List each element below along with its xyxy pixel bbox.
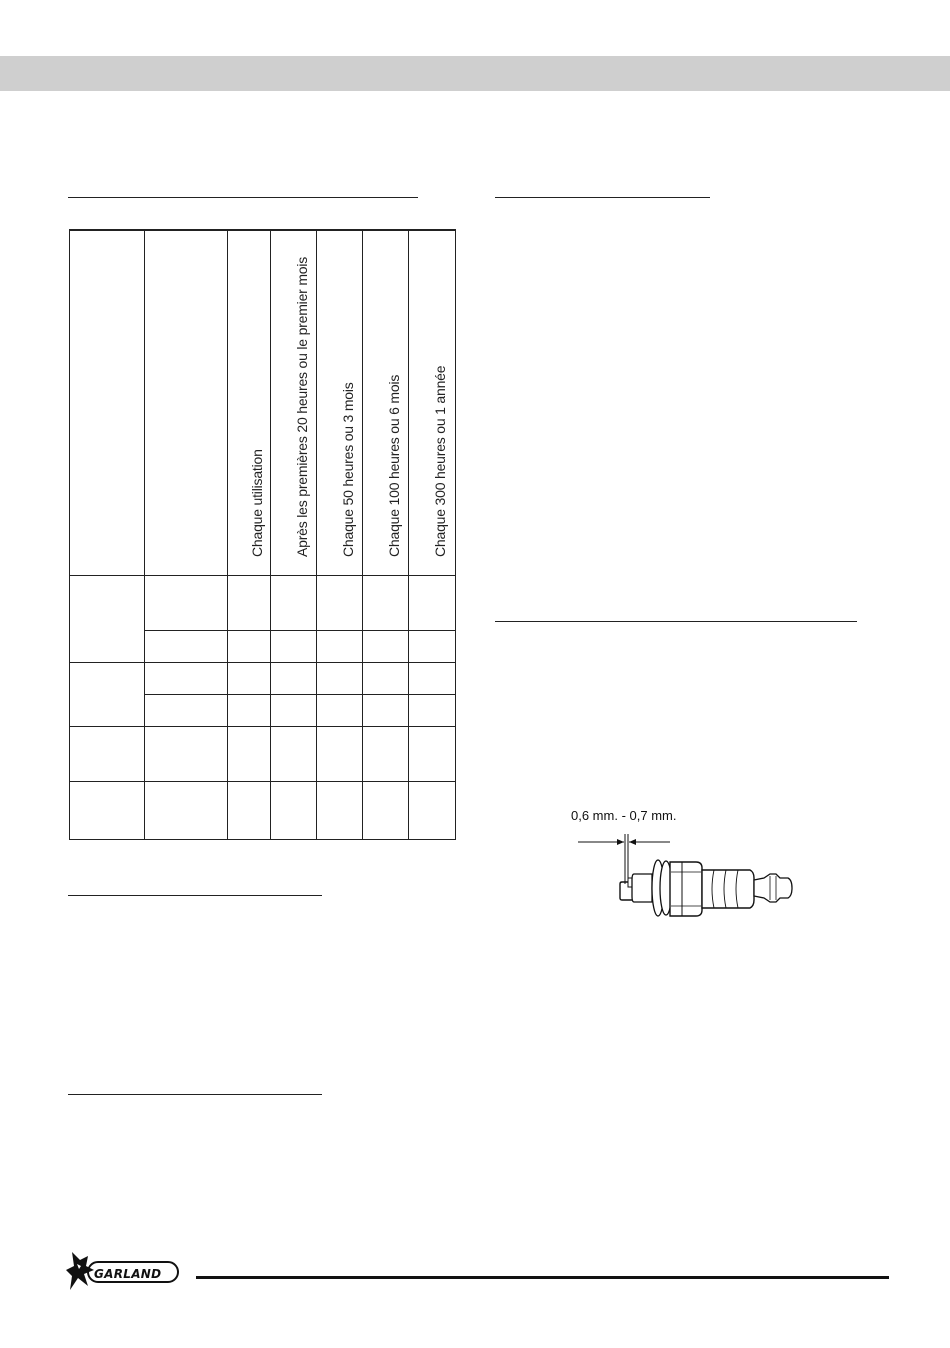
table-cell	[145, 694, 228, 726]
table-cell	[271, 630, 317, 662]
table-cell	[228, 662, 271, 694]
maintenance-schedule-table	[69, 229, 456, 840]
column-header-300h: Chaque 300 heures ou 1 année	[409, 230, 456, 575]
table-cell	[271, 726, 317, 781]
table-cell	[317, 781, 363, 839]
section-rule-left-mid	[68, 895, 322, 896]
table-cell	[228, 781, 271, 839]
table-cell	[271, 694, 317, 726]
table-cell	[70, 662, 145, 726]
table-cell	[317, 662, 363, 694]
table-cell	[363, 694, 409, 726]
table-cell	[409, 630, 456, 662]
table-cell	[228, 575, 271, 630]
column-header-first-20h: Après les premières 20 heures ou le premier mois	[271, 230, 317, 575]
table-cell	[409, 694, 456, 726]
footer-rule	[196, 1276, 889, 1279]
table-cell	[363, 575, 409, 630]
table-row	[70, 575, 456, 630]
table-cell	[145, 630, 228, 662]
table-cell	[363, 726, 409, 781]
table-cell	[317, 726, 363, 781]
electrode-gap-label: 0,6 mm. - 0,7 mm.	[571, 808, 677, 823]
table-cell	[363, 662, 409, 694]
table-cell	[409, 662, 456, 694]
table-row	[70, 662, 456, 694]
table-cell	[317, 630, 363, 662]
column-header-100h: Chaque 100 heures ou 6 mois	[363, 230, 409, 575]
table-cell	[145, 662, 228, 694]
table-cell	[228, 694, 271, 726]
section-rule-spark-plug	[495, 621, 857, 622]
table-cell	[363, 781, 409, 839]
table-cell	[70, 726, 145, 781]
garland-logo-text: GARLAND	[94, 1267, 162, 1281]
section-rule-left-bottom	[68, 1094, 322, 1095]
table-cell	[409, 575, 456, 630]
table-cell	[145, 781, 228, 839]
table-cell	[145, 575, 228, 630]
header-blank-cell	[145, 230, 228, 575]
spark-plug-figure	[560, 800, 820, 930]
table-cell	[363, 630, 409, 662]
table-cell	[70, 781, 145, 839]
table-row	[70, 781, 456, 839]
table-cell	[145, 726, 228, 781]
header-blank-cell	[70, 230, 145, 575]
section-rule-right-top	[495, 197, 710, 198]
table-cell	[409, 726, 456, 781]
table-cell	[271, 575, 317, 630]
table-cell	[317, 694, 363, 726]
table-cell	[317, 575, 363, 630]
table-cell	[271, 662, 317, 694]
table-cell	[409, 781, 456, 839]
table-row	[70, 726, 456, 781]
table-cell	[70, 575, 145, 662]
column-header-every-use: Chaque utilisation	[228, 230, 271, 575]
header-band	[0, 56, 950, 91]
column-header-50h: Chaque 50 heures ou 3 mois	[317, 230, 363, 575]
table-cell	[228, 726, 271, 781]
table-cell	[271, 781, 317, 839]
table-cell	[228, 630, 271, 662]
section-rule-maintenance	[68, 197, 418, 198]
